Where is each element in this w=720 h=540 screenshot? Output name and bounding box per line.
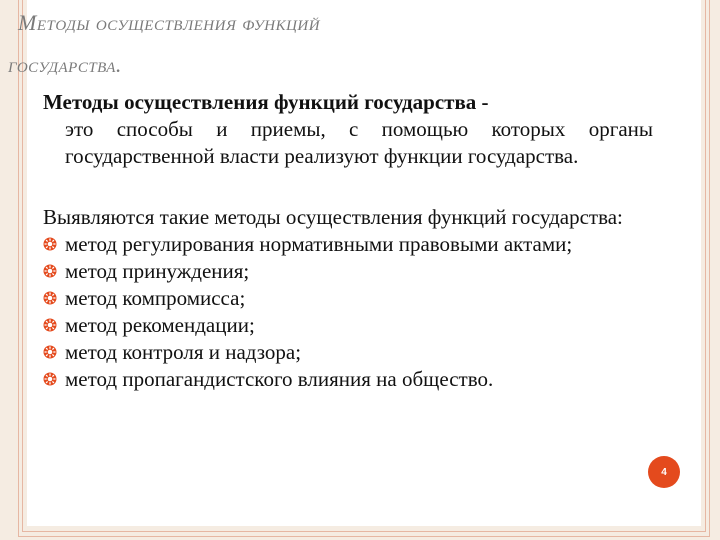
slide-title-line-2: государства. [8,52,122,77]
list-item [43,339,653,366]
settings-gear-icon [43,264,57,278]
method-label: метод рекомендации; [65,313,255,337]
method-label: метод пропагандистского влияния на общество. [65,367,494,391]
slide-body [43,89,653,393]
page-number-badge: 4 [648,456,680,488]
methods-intro: Выявляются такие методы осуществления функций государства: [43,205,623,229]
list-item [43,231,653,258]
settings-gear-icon [43,372,57,386]
list-item [43,258,653,285]
method-label: метод регулирования нормативными правовыми актами; [65,232,573,256]
definition-block [43,89,653,170]
definition-term: Методы осуществления функций государства - [43,90,489,114]
list-item [43,312,653,339]
settings-gear-icon [43,237,57,251]
settings-gear-icon [43,318,57,332]
slide-title [8,2,568,86]
methods-list [43,231,653,393]
settings-gear-icon [43,291,57,305]
method-label: метод принуждения; [65,259,250,283]
spacer [43,170,653,204]
definition-text: это способы и приемы, с помощью которых органы государственной власти реализуют функции государства. [65,117,653,168]
slide-title-line-1: Методы осуществления функций [18,10,321,35]
list-item [43,285,653,312]
list-item [43,366,653,393]
method-label: метод контроля и надзора; [65,340,302,364]
method-label: метод компромисса; [65,286,246,310]
settings-gear-icon [43,345,57,359]
